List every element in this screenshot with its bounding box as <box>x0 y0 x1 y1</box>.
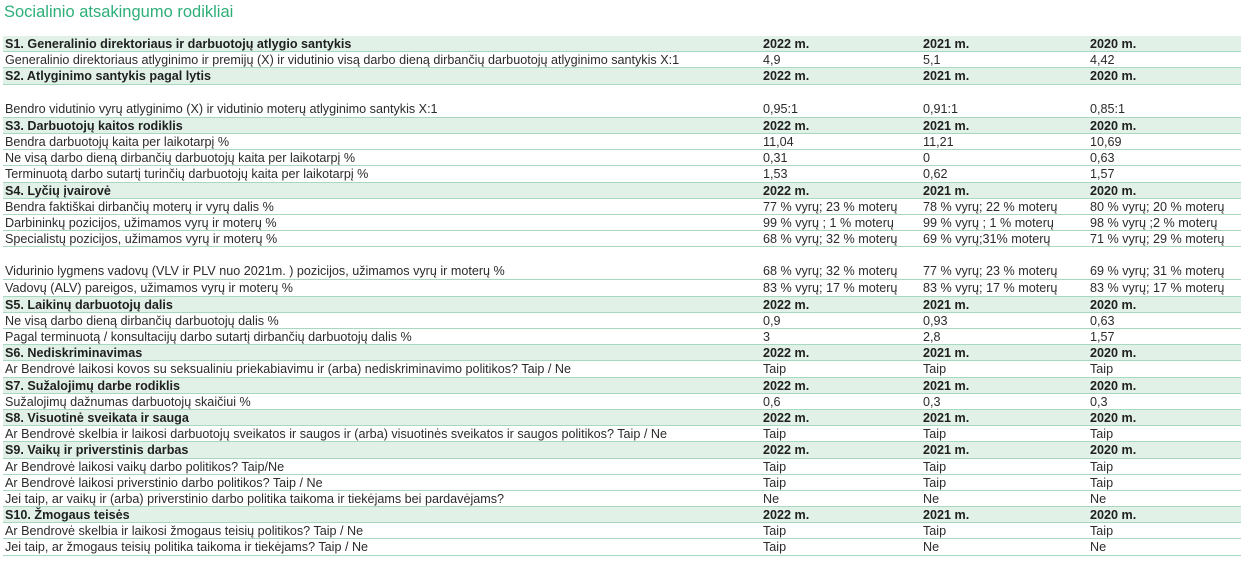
year-header: 2022 m. <box>763 69 810 84</box>
value-2022: 99 % vyrų ; 1 % moterų <box>763 215 894 230</box>
value-2020: 71 % vyrų; 29 % moterų <box>1090 232 1225 247</box>
value-2021: 83 % vyrų; 17 % moterų <box>923 281 1058 296</box>
value-2020: 0,85:1 <box>1090 101 1126 116</box>
year-header: 2020 m. <box>1090 443 1137 458</box>
indicator-label: Ne visą darbo dieną dirbančių darbuotojų kaita per laikotarpį % <box>5 151 356 166</box>
value-2021: 5,1 <box>923 53 941 68</box>
value-2020: 98 % vyrų ;2 % moterų <box>1090 215 1218 230</box>
section-title: S4. Lyčių įvairovė <box>5 183 111 198</box>
value-2022: Ne <box>763 491 780 506</box>
table-row <box>3 394 1241 410</box>
indicator-label: Ar Bendrovė skelbia ir laikosi darbuotojų sveikatos ir saugos ir (arba) visuotinės sveikatos ir saugos politikos? Taip / Ne <box>5 427 667 442</box>
section-title: S9. Vaikų ir priverstinis darbas <box>5 443 189 458</box>
indicator-label: Jei taip, ar vaikų ir (arba) priverstinio darbo politika taikoma ir tiekėjams bei pardavėjams? <box>5 491 505 506</box>
year-header: 2022 m. <box>763 443 810 458</box>
indicator-label: Vadovų (ALV) pareigos, užimamos vyrų ir moterų % <box>5 281 293 296</box>
value-2021: Taip <box>923 362 947 377</box>
value-2020: Taip <box>1090 362 1114 377</box>
year-header: 2021 m. <box>923 378 970 393</box>
value-2021: 2,8 <box>923 330 941 344</box>
value-2020: 10,69 <box>1090 134 1122 149</box>
year-header: 2020 m. <box>1090 297 1137 312</box>
year-header: 2022 m. <box>763 118 810 133</box>
value-2022: 11,04 <box>763 134 794 149</box>
value-2022: 77 % vyrų; 23 % moterų <box>763 199 898 214</box>
section-header-row <box>3 410 1241 426</box>
year-header: 2021 m. <box>923 69 970 84</box>
value-2022: 68 % vyrų; 32 % moterų <box>763 264 898 279</box>
value-2022: Taip <box>763 459 787 474</box>
year-header: 2021 m. <box>923 410 970 425</box>
section-header-row <box>3 36 1241 52</box>
value-2022: 4,9 <box>763 53 781 68</box>
indicator-label: Bendra faktiškai dirbančių moterų ir vyrų dalis % <box>5 199 274 214</box>
value-2021: Ne <box>923 491 940 506</box>
year-header: 2021 m. <box>923 508 970 523</box>
value-2020: Ne <box>1090 491 1107 506</box>
indicator-label: Ar Bendrovė skelbia ir laikosi žmogaus teisių politikos? Taip / Ne <box>5 524 364 539</box>
year-header: 2022 m. <box>763 378 810 393</box>
value-2022: Taip <box>763 362 787 377</box>
value-2020: 1,57 <box>1090 167 1115 182</box>
table-row <box>3 475 1241 491</box>
section-header-row <box>3 442 1241 458</box>
table-row <box>3 539 1241 555</box>
indicator-label: Vidurinio lygmens vadovų (VLV ir PLV nuo 2021m. ) pozicijos, užimamos vyrų ir moterų % <box>5 264 505 279</box>
year-header: 2020 m. <box>1090 508 1137 523</box>
value-2021: Taip <box>923 427 947 442</box>
section-title: S5. Laikinų darbuotojų dalis <box>5 297 173 312</box>
section-header-row <box>3 345 1241 361</box>
value-2020: 69 % vyrų; 31 % moterų <box>1090 264 1225 279</box>
section-header-row <box>3 507 1241 523</box>
year-header: 2021 m. <box>923 346 970 361</box>
year-header: 2020 m. <box>1090 118 1137 133</box>
year-header: 2022 m. <box>763 183 810 198</box>
table-row <box>3 247 1241 280</box>
indicator-label: Ne visą darbo dieną dirbančių darbuotojų dalis % <box>5 313 279 328</box>
year-header: 2020 m. <box>1090 69 1137 84</box>
year-header: 2021 m. <box>923 37 970 51</box>
value-2022: 0,6 <box>763 394 781 409</box>
indicator-label: Generalinio direktoriaus atlyginimo ir premijų (X) ir vidutinio visą darbo dieną dirbančių darbuotojų atlyginimo santykis X:1 <box>5 53 680 68</box>
table-row <box>3 199 1241 215</box>
value-2022: Taip <box>763 475 787 490</box>
value-2021: Ne <box>923 540 940 555</box>
year-header: 2022 m. <box>763 37 810 51</box>
section-header-row <box>3 118 1241 134</box>
year-header: 2022 m. <box>763 508 810 523</box>
value-2020: 4,42 <box>1090 53 1115 68</box>
table-row <box>3 134 1241 150</box>
value-2022: 68 % vyrų; 32 % moterų <box>763 232 898 247</box>
year-header: 2022 m. <box>763 297 810 312</box>
indicator-label: Pagal terminuotą / konsultacijų darbo sutartį dirbančių darbuotojų dalis % <box>5 330 412 344</box>
section-title: S3. Darbuotojų kaitos rodiklis <box>5 118 183 133</box>
value-2021: 0,93 <box>923 313 948 328</box>
value-2020: 0,63 <box>1090 151 1115 166</box>
value-2021: 0 <box>923 151 931 166</box>
value-2021: 11,21 <box>923 134 954 149</box>
value-2020: 80 % vyrų; 20 % moterų <box>1090 199 1225 214</box>
value-2021: Taip <box>923 459 947 474</box>
value-2022: Taip <box>763 540 787 555</box>
value-2021: 0,91:1 <box>923 101 959 116</box>
table-row <box>3 280 1241 296</box>
table-row <box>3 231 1241 247</box>
value-2021: 0,62 <box>923 167 948 182</box>
value-2021: 77 % vyrų; 23 % moterų <box>923 264 1058 279</box>
value-2021: 69 % vyrų;31% moterų <box>923 232 1051 247</box>
year-header: 2020 m. <box>1090 183 1137 198</box>
value-2020: Taip <box>1090 475 1114 490</box>
value-2020: 1,57 <box>1090 330 1115 344</box>
indicator-label: Darbininkų pozicijos, užimamos vyrų ir moterų % <box>5 215 277 230</box>
value-2022: 3 <box>763 330 771 344</box>
year-header: 2020 m. <box>1090 37 1137 51</box>
indicator-label: Bendro vidutinio vyrų atlyginimo (X) ir vidutinio moterų atlyginimo santykis X:1 <box>5 101 438 116</box>
year-header: 2020 m. <box>1090 346 1137 361</box>
section-title: S1. Generalinio direktoriaus ir darbuotojų atlygio santykis <box>5 37 352 51</box>
year-header: 2022 m. <box>763 410 810 425</box>
section-title: S7. Sužalojimų darbe rodiklis <box>5 378 180 393</box>
value-2020: 0,63 <box>1090 313 1115 328</box>
value-2021: Taip <box>923 524 947 539</box>
table-row <box>3 215 1241 231</box>
table-row <box>3 491 1241 507</box>
section-header-row <box>3 378 1241 394</box>
table-row <box>3 166 1241 182</box>
section-title: S8. Visuotinė sveikata ir sauga <box>5 410 189 425</box>
indicator-label: Ar Bendrovė laikosi priverstinio darbo politikos? Taip / Ne <box>5 475 323 490</box>
section-title: S6. Nediskriminavimas <box>5 346 143 361</box>
indicator-label: Bendra darbuotojų kaita per laikotarpį % <box>5 134 230 149</box>
year-header: 2021 m. <box>923 118 970 133</box>
value-2021: 78 % vyrų; 22 % moterų <box>923 199 1058 214</box>
value-2022: Taip <box>763 427 787 442</box>
table-row <box>3 52 1241 68</box>
section-header-row <box>3 183 1241 199</box>
table-row <box>3 329 1241 345</box>
indicators-table <box>3 36 1241 556</box>
indicator-label: Specialistų pozicijos, užimamos vyrų ir moterų % <box>5 232 278 247</box>
year-header: 2021 m. <box>923 443 970 458</box>
year-header: 2021 m. <box>923 183 970 198</box>
value-2020: 0,3 <box>1090 394 1108 409</box>
value-2022: 83 % vyrų; 17 % moterų <box>763 281 898 296</box>
year-header: 2021 m. <box>923 297 970 312</box>
table-row <box>3 426 1241 442</box>
year-header: 2020 m. <box>1090 410 1137 425</box>
year-header: 2020 m. <box>1090 378 1137 393</box>
value-2022: 0,9 <box>763 313 781 328</box>
indicator-label: Terminuotą darbo sutartį turinčių darbuotojų kaita per laikotarpį % <box>5 167 369 182</box>
section-header-row <box>3 297 1241 313</box>
indicator-label: Ar Bendrovė laikosi kovos su seksualiniu priekabiavimu ir (arba) nediskriminavimo politikos? Taip / Ne <box>5 362 572 377</box>
table-row <box>3 459 1241 475</box>
value-2021: 0,3 <box>923 394 941 409</box>
year-header: 2022 m. <box>763 346 810 361</box>
value-2022: 0,95:1 <box>763 101 799 116</box>
indicator-label: Ar Bendrovė laikosi vaikų darbo politikos? Taip/Ne <box>5 459 285 474</box>
value-2021: Taip <box>923 475 947 490</box>
value-2020: Taip <box>1090 459 1114 474</box>
section-title: S2. Atlyginimo santykis pagal lytis <box>5 69 211 84</box>
table-row <box>3 313 1241 329</box>
value-2020: Taip <box>1090 524 1114 539</box>
table-row <box>3 361 1241 377</box>
indicator-label: Jei taip, ar žmogaus teisių politika taikoma ir tiekėjams? Taip / Ne <box>5 540 369 555</box>
value-2022: Taip <box>763 524 787 539</box>
section-title: S10. Žmogaus teisės <box>5 508 130 523</box>
value-2020: Taip <box>1090 427 1114 442</box>
table-row <box>3 85 1241 118</box>
value-2020: 83 % vyrų; 17 % moterų <box>1090 281 1225 296</box>
value-2022: 0,31 <box>763 151 788 166</box>
indicator-label: Sužalojimų dažnumas darbuotojų skaičiui % <box>5 394 251 409</box>
value-2022: 1,53 <box>763 167 788 182</box>
section-header-row <box>3 68 1241 84</box>
table-row <box>3 523 1241 539</box>
page-title: Socialinio atsakingumo rodikliai <box>4 3 234 21</box>
table-row <box>3 150 1241 166</box>
value-2021: 99 % vyrų ; 1 % moterų <box>923 215 1054 230</box>
value-2020: Ne <box>1090 540 1107 555</box>
